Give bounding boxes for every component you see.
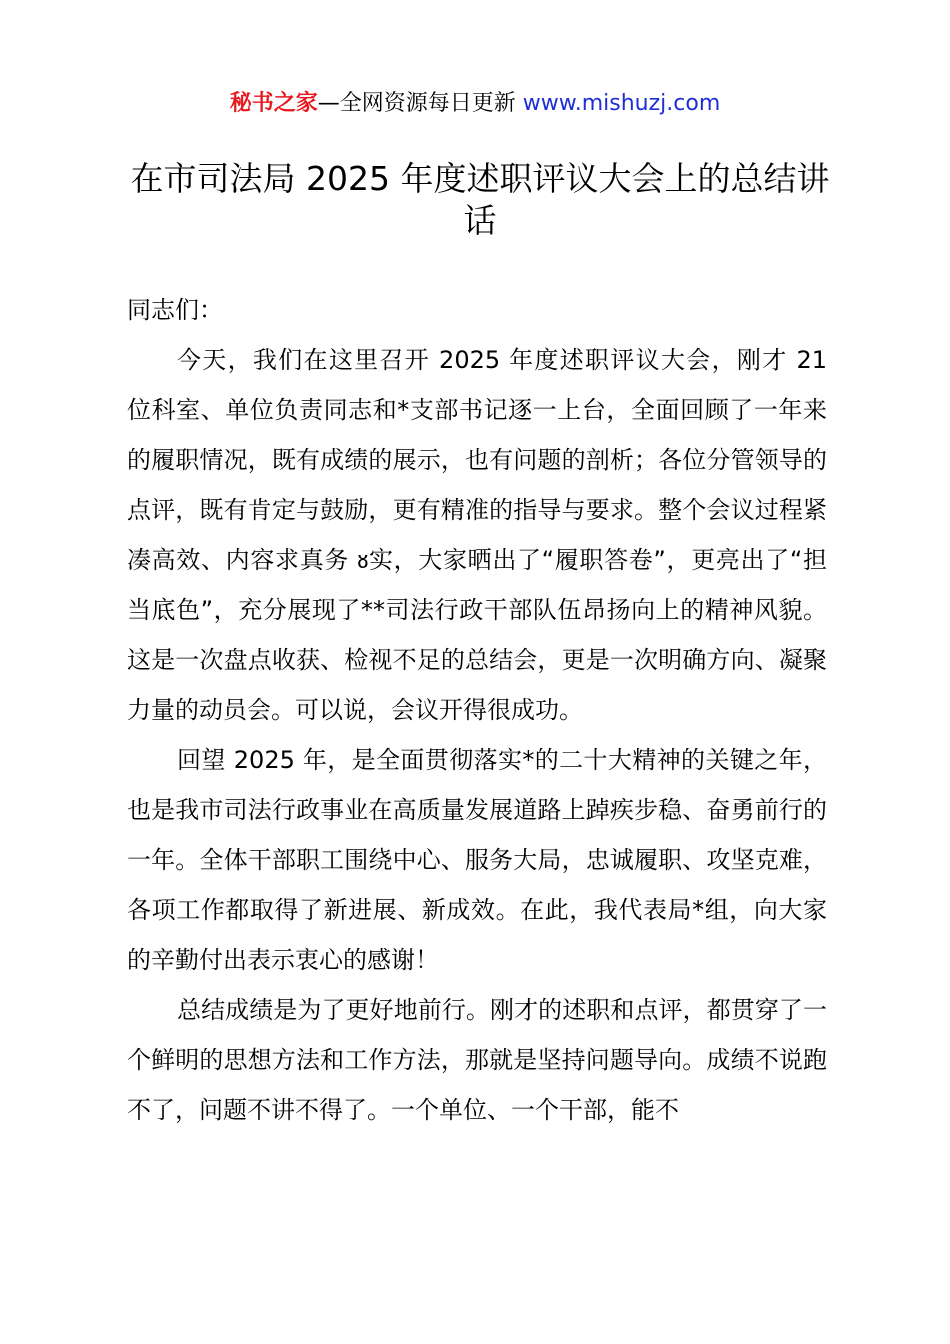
paragraph-1: 今天，我们在这里召开 2025 年度述职评议大会，刚才 21 位科室、单位负责同志和*支部书记逐一上台，全面回顾了一年来的履职情况，既有成绩的展示，也有问题的剖析；各位分管领导的点评，既有肯定与鼓励，更有精准的指导与要求。整个会议过程紧凑高效、内容求真务 ᴕ实，大家晒出了“履职答卷”，更亮出了“担当底色”，充分展现了**司法行政干部队伍昂扬向上的精神风貌。这是一次盘点收获、检视不足的总结会，更是一次明确方向、凝聚力量的动员会。可以说，会议开得很成功。: [127, 346, 827, 724]
brand-name: 秘书之家: [229, 91, 318, 116]
site-url-link[interactable]: www.mishuzj.com: [522, 91, 721, 116]
paragraph-2: 回望 2025 年，是全面贯彻落实*的二十大精神的关键之年，也是我市司法行政事业在高质量发展道路上踔疾步稳、奋勇前行的一年。全体干部职工围绕中心、服务大局，忠诚履职、攻坚克难，各项工作都取得了新进展、新成效。在此，我代表局*组，向大家的辛勤付出表示衷心的感谢！: [127, 746, 827, 974]
paragraph-3: 总结成绩是为了更好地前行。刚才的述职和点评，都贯穿了一个鲜明的思想方法和工作方法，那就是坚持问题导向。成绩不说跑不了，问题不讲不得了。一个单位、一个干部，能不: [127, 996, 827, 1124]
site-header: [0, 88, 950, 120]
salutation: 同志们：: [127, 296, 223, 324]
header-tagline: —全网资源每日更新: [317, 91, 523, 116]
document-title: 在市司法局 2025 年度述职评议大会上的总结讲话: [130, 159, 830, 240]
document-body: [127, 285, 827, 1135]
